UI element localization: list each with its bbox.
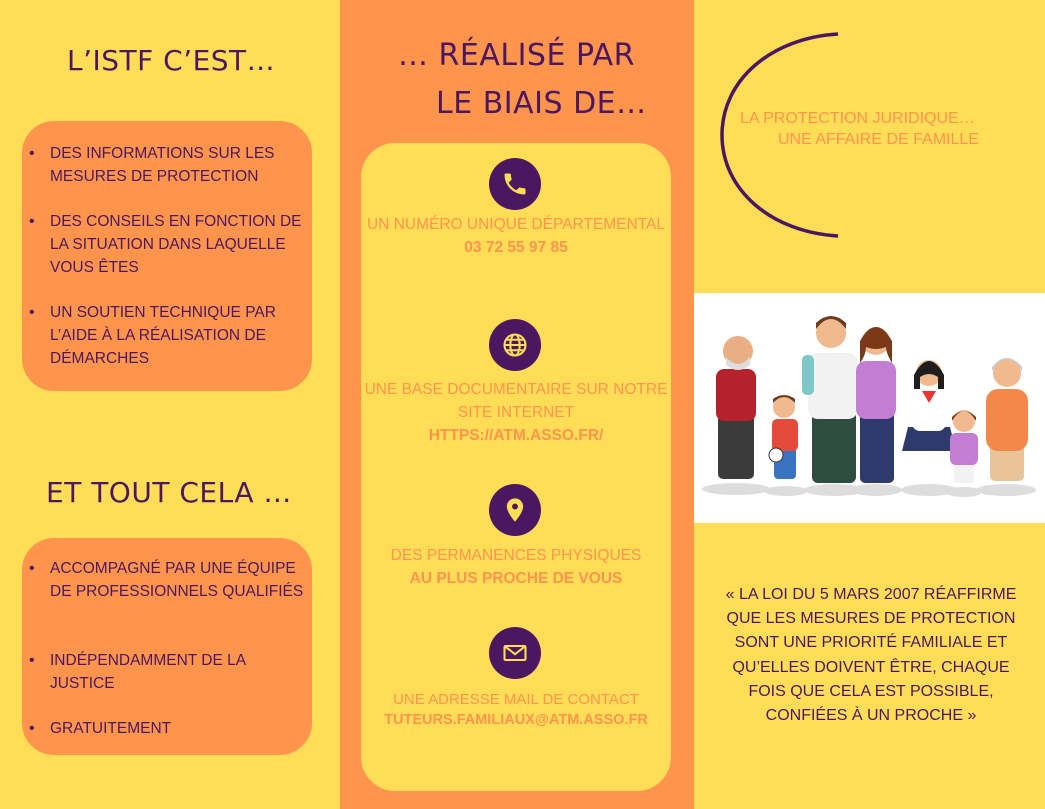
heading-realise-par: … RÉALISÉ PAR <box>398 38 635 73</box>
website-item <box>361 378 671 447</box>
globe-icon <box>489 319 541 371</box>
location-pin-icon <box>489 484 541 536</box>
tagline-line2: UNE AFFAIRE DE FAMILLE <box>778 131 979 148</box>
email-address: TUTEURS.FAMILIAUX@ATM.ASSO.FR <box>384 712 648 728</box>
family-illustration <box>694 293 1045 523</box>
law-quote: « LA LOI DU 5 MARS 2007 RÉAFFIRME QUE LES MESURES DE PROTECTION SONT UNE PRIORITÉ FAMILIALE ET QU’ELLES DOIVENT ÊTRE, CHAQUE FOIS QUE CELA EST POSSIBLE, CONFIÉES À UN PROCHE » <box>725 586 1017 725</box>
email-label: UNE ADRESSE MAIL DE CONTACT <box>393 691 639 708</box>
list-item: • INDÉPENDAMMENT DE LA JUSTICE <box>50 649 310 695</box>
list-item: • DES INFORMATIONS SUR LES MESURES DE PROTECTION <box>50 142 310 188</box>
list-item: • GRATUITEMENT <box>50 717 310 740</box>
website-url: HTTPS://ATM.ASSO.FR/ <box>428 427 604 444</box>
contact-channels-box <box>361 143 671 791</box>
phone-item <box>361 213 671 259</box>
phone-icon <box>489 158 541 210</box>
website-label: UNE BASE DOCUMENTAIRE SUR NOTRE SITE INTERNET <box>364 381 668 421</box>
services-box <box>22 121 312 391</box>
list-item: • DES CONSEILS EN FONCTION DE LA SITUATION DANS LAQUELLE VOUS ÊTES <box>50 210 310 279</box>
permanences-highlight: AU PLUS PROCHE DE VOUS <box>409 570 623 587</box>
tagline-line1: LA PROTECTION JURIDIQUE… <box>740 110 975 127</box>
phone-number: 03 72 55 97 85 <box>464 239 568 256</box>
permanences-item <box>361 544 671 590</box>
phone-label: UN NUMÉRO UNIQUE DÉPARTEMENTAL <box>367 216 665 233</box>
heading-tout-cela: ET TOUT CELA … <box>46 476 292 509</box>
heading-le-biais-de: LE BIAIS DE… <box>436 86 647 121</box>
permanences-label: DES PERMANENCES PHYSIQUES <box>390 547 642 564</box>
email-item <box>361 688 671 729</box>
list-item: • UN SOUTIEN TECHNIQUE PAR L’AIDE À LA RÉALISATION DE DÉMARCHES <box>50 301 310 370</box>
list-item: • ACCOMPAGNÉ PAR UNE ÉQUIPE DE PROFESSIONNELS QUALIFIÉS <box>50 557 310 603</box>
conditions-box <box>22 538 312 755</box>
envelope-icon <box>489 627 541 679</box>
heading-istf: L’ISTF C’EST… <box>67 44 276 77</box>
